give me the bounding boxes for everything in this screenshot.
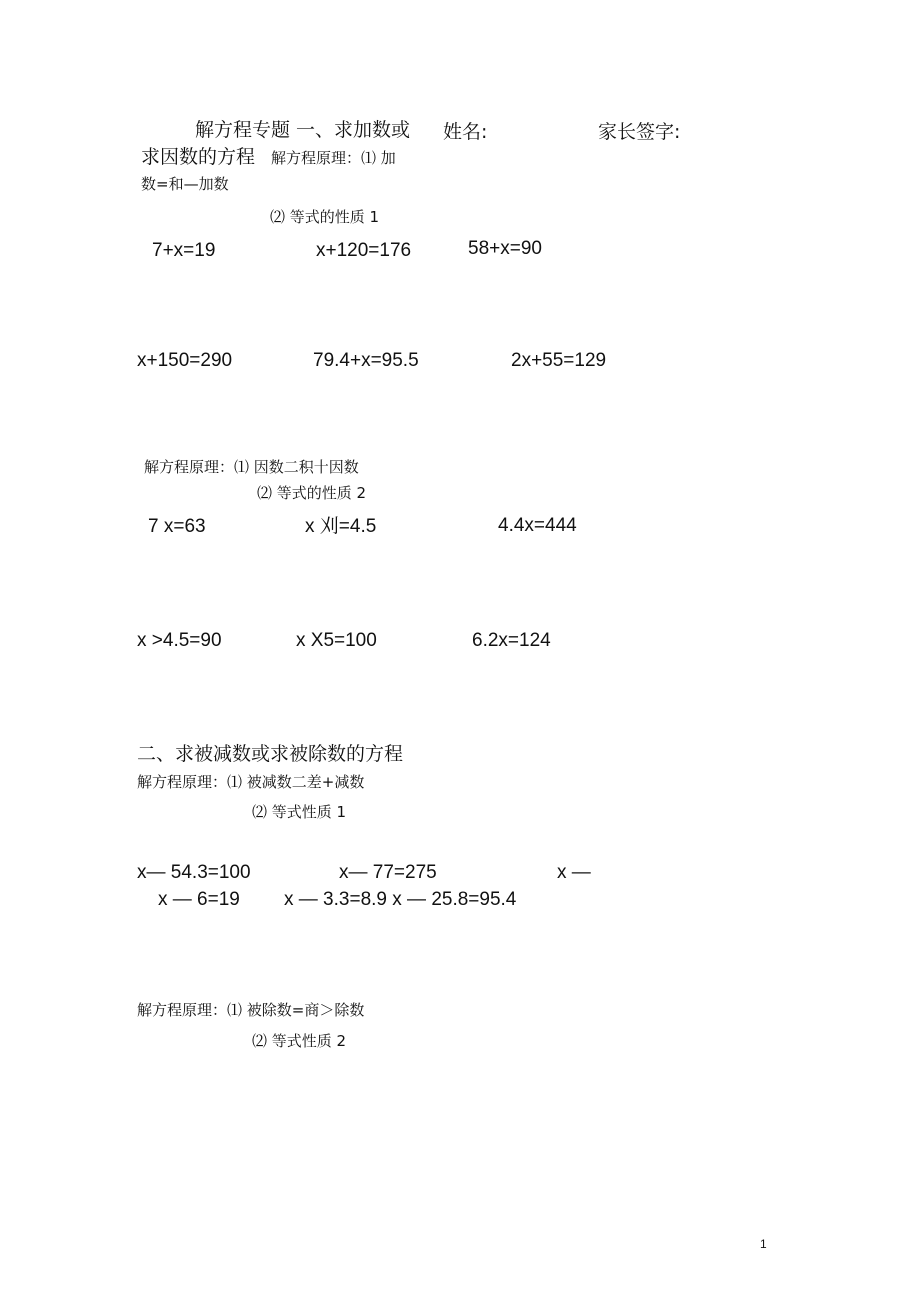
- equation: x >4.5=90: [137, 630, 222, 651]
- equation: 58+x=90: [468, 238, 542, 259]
- equation: 79.4+x=95.5: [313, 350, 419, 371]
- principle-inline: 解方程原理：⑴ 加: [271, 149, 396, 167]
- section-2-heading: 二、求被减数或求被除数的方程: [137, 743, 404, 765]
- equation: 2x+55=129: [511, 350, 607, 371]
- principle-continued: 数=和—加数: [141, 175, 229, 193]
- page-number: 1: [760, 1237, 767, 1251]
- equation: x — 3.3=8.9 x — 25.8=95.4: [284, 889, 517, 910]
- title-line-1: 解方程专题 一、求加数或: [195, 119, 411, 141]
- div-principle-1: 解方程原理：⑴ 被除数=商＞除数: [137, 1001, 365, 1019]
- div-principle-2: ⑵ 等式性质 2: [252, 1032, 347, 1050]
- name-label: 姓名:: [443, 121, 488, 143]
- sub-principle-1: 解方程原理：⑴ 被减数二差+减数: [137, 773, 365, 791]
- equation: 6.2x=124: [472, 630, 551, 651]
- equation: x— 54.3=100: [137, 862, 251, 883]
- mul-principle-2: ⑵ 等式的性质 2: [257, 484, 367, 502]
- mul-principle-1: 解方程原理：⑴ 因数二积十因数: [144, 458, 359, 476]
- equation: x —: [557, 862, 591, 883]
- equation: 7+x=19: [152, 240, 216, 261]
- parent-sign-label: 家长签字:: [598, 121, 681, 143]
- equation: 7 x=63: [148, 516, 206, 537]
- equation: x+120=176: [316, 240, 412, 261]
- equation: x— 77=275: [339, 862, 437, 883]
- principle-2: ⑵ 等式的性质 1: [270, 208, 380, 226]
- title-line-2: 求因数的方程: [141, 146, 256, 168]
- equation: x X5=100: [296, 630, 377, 651]
- sub-principle-2: ⑵ 等式性质 1: [252, 803, 347, 821]
- equation: x — 6=19: [158, 889, 240, 910]
- equation: 4.4x=444: [498, 515, 577, 536]
- equation: x+150=290: [137, 350, 233, 371]
- equation: x 刈=4.5: [305, 516, 377, 537]
